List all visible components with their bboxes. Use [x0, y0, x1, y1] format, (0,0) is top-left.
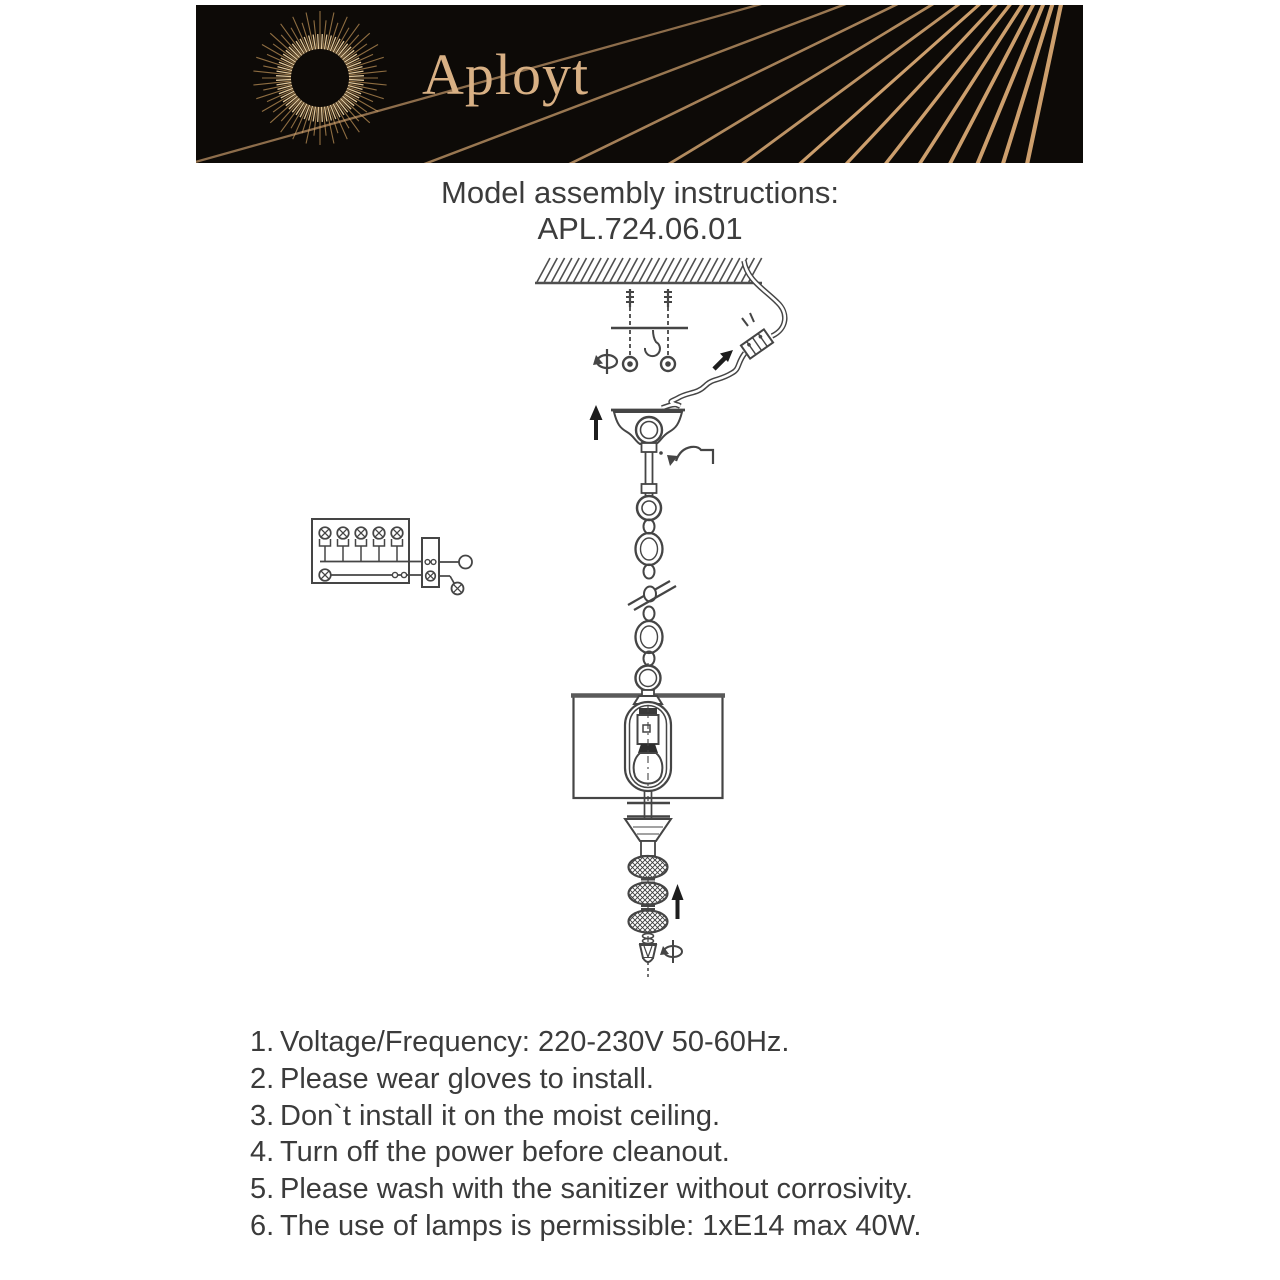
lamp-symbol — [355, 527, 367, 539]
model-number: APL.724.06.01 — [537, 211, 743, 246]
power-cable — [662, 261, 785, 408]
funnel-bobeche — [625, 819, 671, 841]
wiring-schematic — [312, 519, 472, 595]
title-block — [0, 174, 1280, 247]
finial — [639, 940, 682, 977]
instruction-item: 2. Please wear gloves to install. — [250, 1062, 654, 1095]
lamp-symbol — [373, 527, 385, 539]
hanging-hook — [645, 330, 660, 356]
brand-logo-text: Aployt — [422, 42, 590, 107]
arrow-up-right-icon — [714, 350, 733, 369]
mounting-screws — [611, 289, 688, 371]
brand-banner — [196, 5, 1083, 163]
lamp-symbol — [319, 569, 331, 581]
rotate-arrow-icon — [659, 447, 713, 466]
canopy — [590, 405, 714, 497]
arrow-up-icon — [590, 405, 603, 440]
lamp-symbol — [337, 527, 349, 539]
banner-art — [196, 5, 1083, 163]
ceiling — [535, 258, 762, 283]
instruction-item: 3. Don`t install it on the moist ceiling. — [250, 1099, 721, 1132]
corner-rays-decoration — [196, 5, 1080, 163]
lamp-symbol — [391, 527, 403, 539]
loop-terminal — [459, 556, 472, 569]
instruction-item: 1. Voltage/Frequency: 220-230V 50-60Hz. — [250, 1026, 790, 1058]
rotate-symbol — [660, 940, 682, 963]
instruction-item: 6. The use of lamps is permissible: 1xE14 max 40W. — [250, 1209, 922, 1242]
instructions-list — [0, 1024, 1280, 1245]
lamp-symbol — [319, 527, 331, 539]
starburst-icon — [253, 11, 386, 145]
terminal-block — [741, 329, 773, 358]
drum-shade — [571, 663, 725, 801]
rotate-symbol — [593, 349, 617, 374]
chain-break — [628, 581, 676, 610]
page-title: Model assembly instructions: — [441, 175, 839, 210]
instruction-item: 4. Turn off the power before cleanout. — [250, 1136, 730, 1169]
suspension-chain — [628, 496, 676, 666]
crystal-beads — [625, 791, 684, 943]
arrow-up-icon — [672, 884, 684, 919]
socket-and-bulb — [625, 702, 671, 791]
instruction-item: 5. Please wash with the sanitizer without corrosivity. — [250, 1173, 913, 1206]
